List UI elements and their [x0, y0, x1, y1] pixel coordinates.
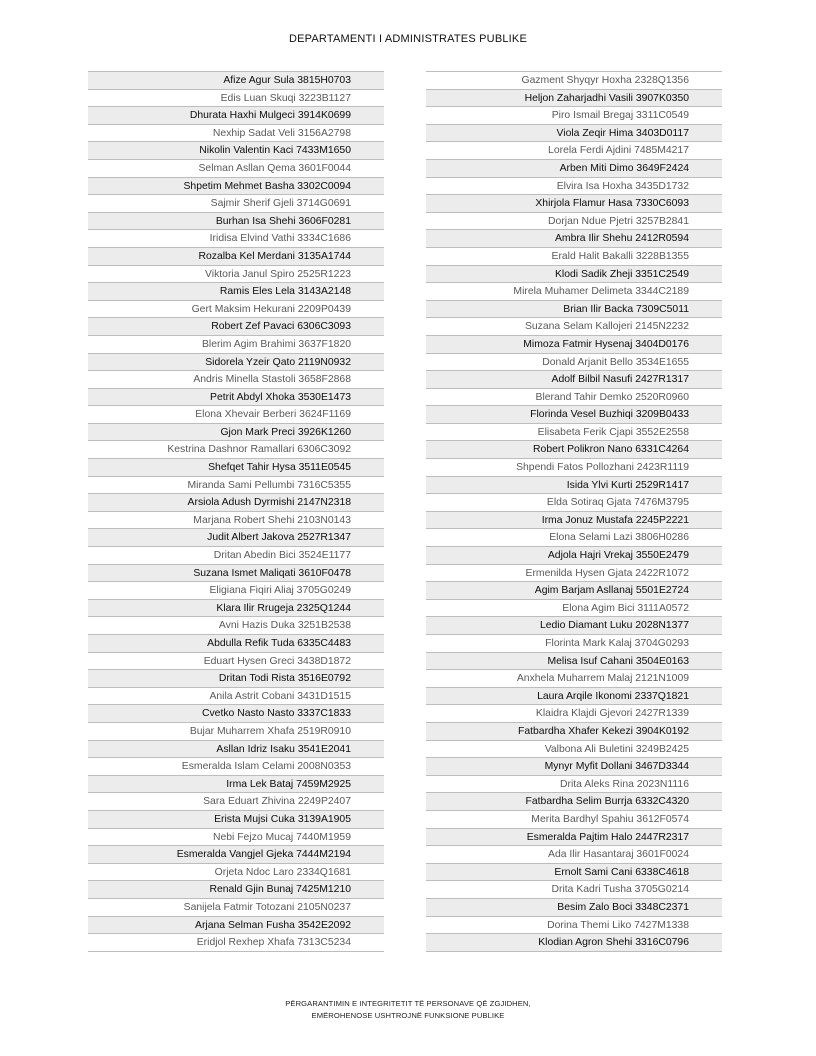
list-row: Cvetko Nasto Nasto 3337C1833 [88, 705, 384, 723]
list-row: Burhan Isa Shehi 3606F0281 [88, 213, 384, 231]
list-row: Klara Ilir Rrugeja 2325Q1244 [88, 600, 384, 618]
page-footer [0, 998, 816, 1022]
list-row: Eduart Hysen Greci 3438D1872 [88, 653, 384, 671]
list-row: Gjon Mark Preci 3926K1260 [88, 424, 384, 442]
left-name-list [88, 71, 384, 952]
list-row: Miranda Sami Pellumbi 7316C5355 [88, 477, 384, 495]
list-row: Sajmir Sherif Gjeli 3714G0691 [88, 195, 384, 213]
list-row: Robert Polikron Nano 6331C4264 [426, 441, 722, 459]
list-row: Irma Jonuz Mustafa 2245P2221 [426, 512, 722, 530]
list-row: Shpendi Fatos Pollozhani 2423R1119 [426, 459, 722, 477]
list-row: Arsiola Adush Dyrmishi 2147N2318 [88, 494, 384, 512]
list-row: Ermenilda Hysen Gjata 2422R1072 [426, 565, 722, 583]
list-row: Elda Sotiraq Gjata 7476M3795 [426, 494, 722, 512]
list-row: Edis Luan Skuqi 3223B1127 [88, 90, 384, 108]
list-row: Anila Astrit Cobani 3431D1515 [88, 688, 384, 706]
list-row: Suzana Selam Kallojeri 2145N2232 [426, 318, 722, 336]
list-row: Elisabeta Ferik Cjapi 3552E2558 [426, 424, 722, 442]
list-row: Viktoria Janul Spiro 2525R1223 [88, 266, 384, 284]
list-row: Esmeralda Islam Celami 2008N0353 [88, 758, 384, 776]
list-row: Elona Xhevair Berberi 3624F1169 [88, 406, 384, 424]
list-row: Nexhip Sadat Veli 3156A2798 [88, 125, 384, 143]
list-row: Sara Eduart Zhivina 2249P2407 [88, 793, 384, 811]
list-row: Anxhela Muharrem Malaj 2121N1009 [426, 670, 722, 688]
list-row: Mimoza Fatmir Hysenaj 3404D0176 [426, 336, 722, 354]
list-row: Abdulla Refik Tuda 6335C4483 [88, 635, 384, 653]
page-title: DEPARTAMENTI I ADMINISTRATES PUBLIKE [288, 33, 528, 45]
list-row: Avni Hazis Duka 3251B2538 [88, 617, 384, 635]
list-row: Ramis Eles Lela 3143A2148 [88, 283, 384, 301]
list-row: Piro Ismail Bregaj 3311C0549 [426, 107, 722, 125]
list-row: Eligiana Fiqiri Aliaj 3705G0249 [88, 582, 384, 600]
list-row: Ernolt Sami Cani 6338C4618 [426, 864, 722, 882]
list-row: Valbona Ali Buletini 3249B2425 [426, 741, 722, 759]
list-row: Florinta Mark Kalaj 3704G0293 [426, 635, 722, 653]
list-row: Selman Asllan Qema 3601F0044 [88, 160, 384, 178]
list-row: Robert Zef Pavaci 6306C3093 [88, 318, 384, 336]
list-row: Lorela Ferdi Ajdini 7485M4217 [426, 142, 722, 160]
list-row: Isida Ylvi Kurti 2529R1417 [426, 477, 722, 495]
list-row: Erista Mujsi Cuka 3139A1905 [88, 811, 384, 829]
list-row: Melisa Isuf Cahani 3504E0163 [426, 653, 722, 671]
list-row: Arben Miti Dimo 3649F2424 [426, 160, 722, 178]
list-row: Merita Bardhyl Spahiu 3612F0574 [426, 811, 722, 829]
list-row: Drita Kadri Tusha 3705G0214 [426, 881, 722, 899]
list-row: Adjola Hajri Vrekaj 3550E2479 [426, 547, 722, 565]
list-row: Irma Lek Bataj 7459M2925 [88, 776, 384, 794]
list-row: Blerim Agim Brahimi 3637F1820 [88, 336, 384, 354]
list-row: Heljon Zaharjadhi Vasili 3907K0350 [426, 90, 722, 108]
list-row: Sidorela Yzeir Qato 2119N0932 [88, 354, 384, 372]
list-row: Kestrina Dashnor Ramallari 6306C3092 [88, 441, 384, 459]
list-row: Gert Maksim Hekurani 2209P0439 [88, 301, 384, 319]
list-row: Elona Selami Lazi 3806H0286 [426, 529, 722, 547]
list-row: Donald Arjanit Bello 3534E1655 [426, 354, 722, 372]
list-row: Rozalba Kel Merdani 3135A1744 [88, 248, 384, 266]
list-row: Shpetim Mehmet Basha 3302C0094 [88, 178, 384, 196]
list-row: Esmeralda Vangjel Gjeka 7444M2194 [88, 846, 384, 864]
list-row: Klodian Agron Shehi 3316C0796 [426, 934, 722, 952]
list-row: Blerand Tahir Demko 2520R0960 [426, 389, 722, 407]
list-row: Viola Zeqir Hima 3403D0117 [426, 125, 722, 143]
list-row: Orjeta Ndoc Laro 2334Q1681 [88, 864, 384, 882]
list-row: Gazment Shyqyr Hoxha 2328Q1356 [426, 72, 722, 90]
list-row: Fatbardha Xhafer Kekezi 3904K0192 [426, 723, 722, 741]
list-row: Shefqet Tahir Hysa 3511E0545 [88, 459, 384, 477]
list-row: Suzana Ismet Maliqati 3610F0478 [88, 565, 384, 583]
list-row: Adolf Bilbil Nasufi 2427R1317 [426, 371, 722, 389]
list-row: Xhirjola Flamur Hasa 7330C6093 [426, 195, 722, 213]
list-row: Drita Aleks Rina 2023N1116 [426, 776, 722, 794]
list-row: Fatbardha Selim Burrja 6332C4320 [426, 793, 722, 811]
list-row: Dorjan Ndue Pjetri 3257B2841 [426, 213, 722, 231]
list-row: Esmeralda Pajtim Halo 2447R2317 [426, 829, 722, 847]
list-row: Eridjol Rexhep Xhafa 7313C5234 [88, 934, 384, 952]
list-row: Ambra Ilir Shehu 2412R0594 [426, 230, 722, 248]
list-row: Dorina Themi Liko 7427M1338 [426, 917, 722, 935]
list-row: Mynyr Myfit Dollani 3467D3344 [426, 758, 722, 776]
list-row: Bujar Muharrem Xhafa 2519R0910 [88, 723, 384, 741]
list-row: Klodi Sadik Zheji 3351C2549 [426, 266, 722, 284]
list-row: Florinda Vesel Buzhiqi 3209B0433 [426, 406, 722, 424]
list-row: Sanijela Fatmir Totozani 2105N0237 [88, 899, 384, 917]
list-row: Judit Albert Jakova 2527R1347 [88, 529, 384, 547]
list-row: Erald Halit Bakalli 3228B1355 [426, 248, 722, 266]
list-row: Nebi Fejzo Mucaj 7440M1959 [88, 829, 384, 847]
list-row: Brian Ilir Backa 7309C5011 [426, 301, 722, 319]
footer-line-1: PËRGARANTIMIN E INTEGRITETIT TË PERSONAVE QË ZGJIDHEN, [285, 999, 531, 1008]
list-row: Nikolin Valentin Kaci 7433M1650 [88, 142, 384, 160]
list-row: Renald Gjin Bunaj 7425M1210 [88, 881, 384, 899]
list-row: Arjana Selman Fusha 3542E2092 [88, 917, 384, 935]
list-row: Klaidra Klajdi Gjevori 2427R1339 [426, 705, 722, 723]
right-name-list [426, 71, 722, 952]
list-row: Marjana Robert Shehi 2103N0143 [88, 512, 384, 530]
list-row: Asllan Idriz Isaku 3541E2041 [88, 741, 384, 759]
list-row: Ledio Diamant Luku 2028N1377 [426, 617, 722, 635]
list-row: Elvira Isa Hoxha 3435D1732 [426, 178, 722, 196]
list-row: Agim Barjam Asllanaj 5501E2724 [426, 582, 722, 600]
list-row: Elona Agim Bici 3111A0572 [426, 600, 722, 618]
list-row: Dritan Todi Rista 3516E0792 [88, 670, 384, 688]
list-row: Laura Arqile Ikonomi 2337Q1821 [426, 688, 722, 706]
list-row: Andris Minella Stastoli 3658F2868 [88, 371, 384, 389]
list-row: Iridisa Elvind Vathi 3334C1686 [88, 230, 384, 248]
list-row: Petrit Abdyl Xhoka 3530E1473 [88, 389, 384, 407]
list-row: Dhurata Haxhi Mulgeci 3914K0699 [88, 107, 384, 125]
footer-line-2: EMËROHENOSE USHTROJNË FUNKSIONE PUBLIKE [311, 1011, 505, 1020]
list-row: Dritan Abedin Bici 3524E1177 [88, 547, 384, 565]
list-row: Afize Agur Sula 3815H0703 [88, 72, 384, 90]
list-row: Ada Ilir Hasantaraj 3601F0024 [426, 846, 722, 864]
list-row: Besim Zalo Boci 3348C2371 [426, 899, 722, 917]
list-row: Mirela Muhamer Delimeta 3344C2189 [426, 283, 722, 301]
